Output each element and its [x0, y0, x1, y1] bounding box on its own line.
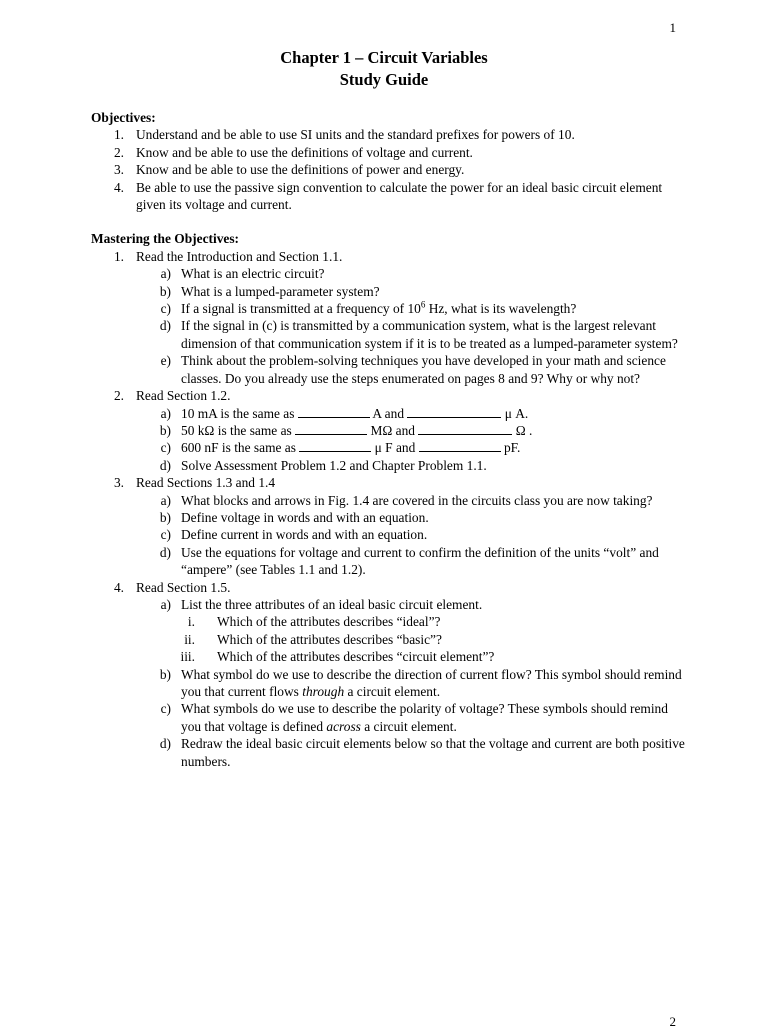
sub-item: d) Solve Assessment Problem 1.2 and Chapter Problem 1.1.: [159, 457, 487, 473]
page-number-next: 2: [669, 1014, 676, 1029]
sub-item: c) What symbols do we use to describe the polarity of voltage? These symbols should remind you that voltage is defined across a circuit element.: [160, 701, 668, 734]
sub-item: a) 10 mA is the same as A and μ A.: [160, 405, 529, 421]
objectives-heading: Objectives:: [91, 110, 156, 125]
sub-item: a) What is an electric circuit?: [160, 266, 325, 282]
title-line-1: Chapter 1 – Circuit Variables: [280, 48, 488, 67]
page-title: [0, 47, 768, 91]
sub-item: b) 50 kΩ is the same as MΩ and Ω .: [159, 422, 533, 438]
page-number: 1: [669, 20, 676, 35]
sub-item: b) What is a lumped-parameter system?: [159, 283, 380, 299]
title-line-2: Study Guide: [339, 70, 429, 89]
sub-sub-item: ii. Which of the attributes describes “basic”?: [184, 631, 442, 647]
objective-item: 4. Be able to use the passive sign convention to calculate the power for an ideal basic circuit element given its voltage and current.: [113, 179, 663, 213]
sub-sub-item: iii. Which of the attributes describes “circuit element”?: [180, 649, 495, 665]
answer-blank: [295, 422, 367, 435]
answer-blank: [299, 439, 371, 452]
sub-item: a) List the three attributes of an ideal basic circuit element.: [160, 596, 483, 612]
sub-item: b) Define voltage in words and with an equation.: [159, 509, 429, 525]
mastering-item-4: 4. Read Section 1.5.: [113, 579, 231, 595]
sub-item: d) If the signal in (c) is transmitted by a communication system, what is the largest relevant dimension of that communication system if it is to be treated as a lumped-parameter system?: [159, 318, 678, 351]
sub-sub-item: i. Which of the attributes describes “ideal”?: [187, 614, 441, 630]
sub-item: d) Use the equations for voltage and current to confirm the definition of the units “volt” and “ampere” (see Tables 1.1 and 1.2).: [159, 544, 659, 578]
answer-blank: [419, 439, 501, 452]
answer-blank: [418, 422, 512, 435]
sub-item: c) Define current in words and with an equation.: [160, 527, 428, 543]
objective-item: 3. Know and be able to use the definitions of power and energy.: [113, 162, 465, 178]
answer-blank: [298, 405, 370, 418]
sub-item: e) Think about the problem-solving techniques you have developed in your math and science classes. Do you already use the steps enumerated on pages 8 and 9? Why or why not?: [160, 353, 666, 386]
mastering-item-1: 1. Read the Introduction and Section 1.1.: [113, 248, 343, 264]
objectives-list: [91, 126, 691, 213]
objective-item: 2. Know and be able to use the definitions of voltage and current.: [113, 144, 473, 160]
sub-item: d) Redraw the ideal basic circuit elements below so that the voltage and current are both positive numbers.: [159, 736, 685, 769]
mastering-item-2: 2. Read Section 1.2.: [113, 388, 231, 404]
mastering-heading: Mastering the Objectives:: [91, 231, 239, 247]
objective-item: 1. Understand and be able to use SI units and the standard prefixes for powers of 10.: [113, 127, 575, 143]
sub-item: c) 600 nF is the same as μ F and pF.: [160, 440, 521, 456]
mastering-item-3: 3. Read Sections 1.3 and 1.4: [113, 475, 276, 491]
sub-item: a) What blocks and arrows in Fig. 1.4 are covered in the circuits class you are now taking?: [160, 492, 653, 508]
document-body: [91, 109, 691, 770]
sub-item: b) What symbol do we use to describe the direction of current flow? This symbol should remind you that current flows through a circuit element.: [159, 666, 682, 699]
answer-blank: [407, 405, 501, 418]
sub-item: c) If a signal is transmitted at a frequency of $10^6$ Hz, what is its wavelength?: [160, 299, 577, 317]
